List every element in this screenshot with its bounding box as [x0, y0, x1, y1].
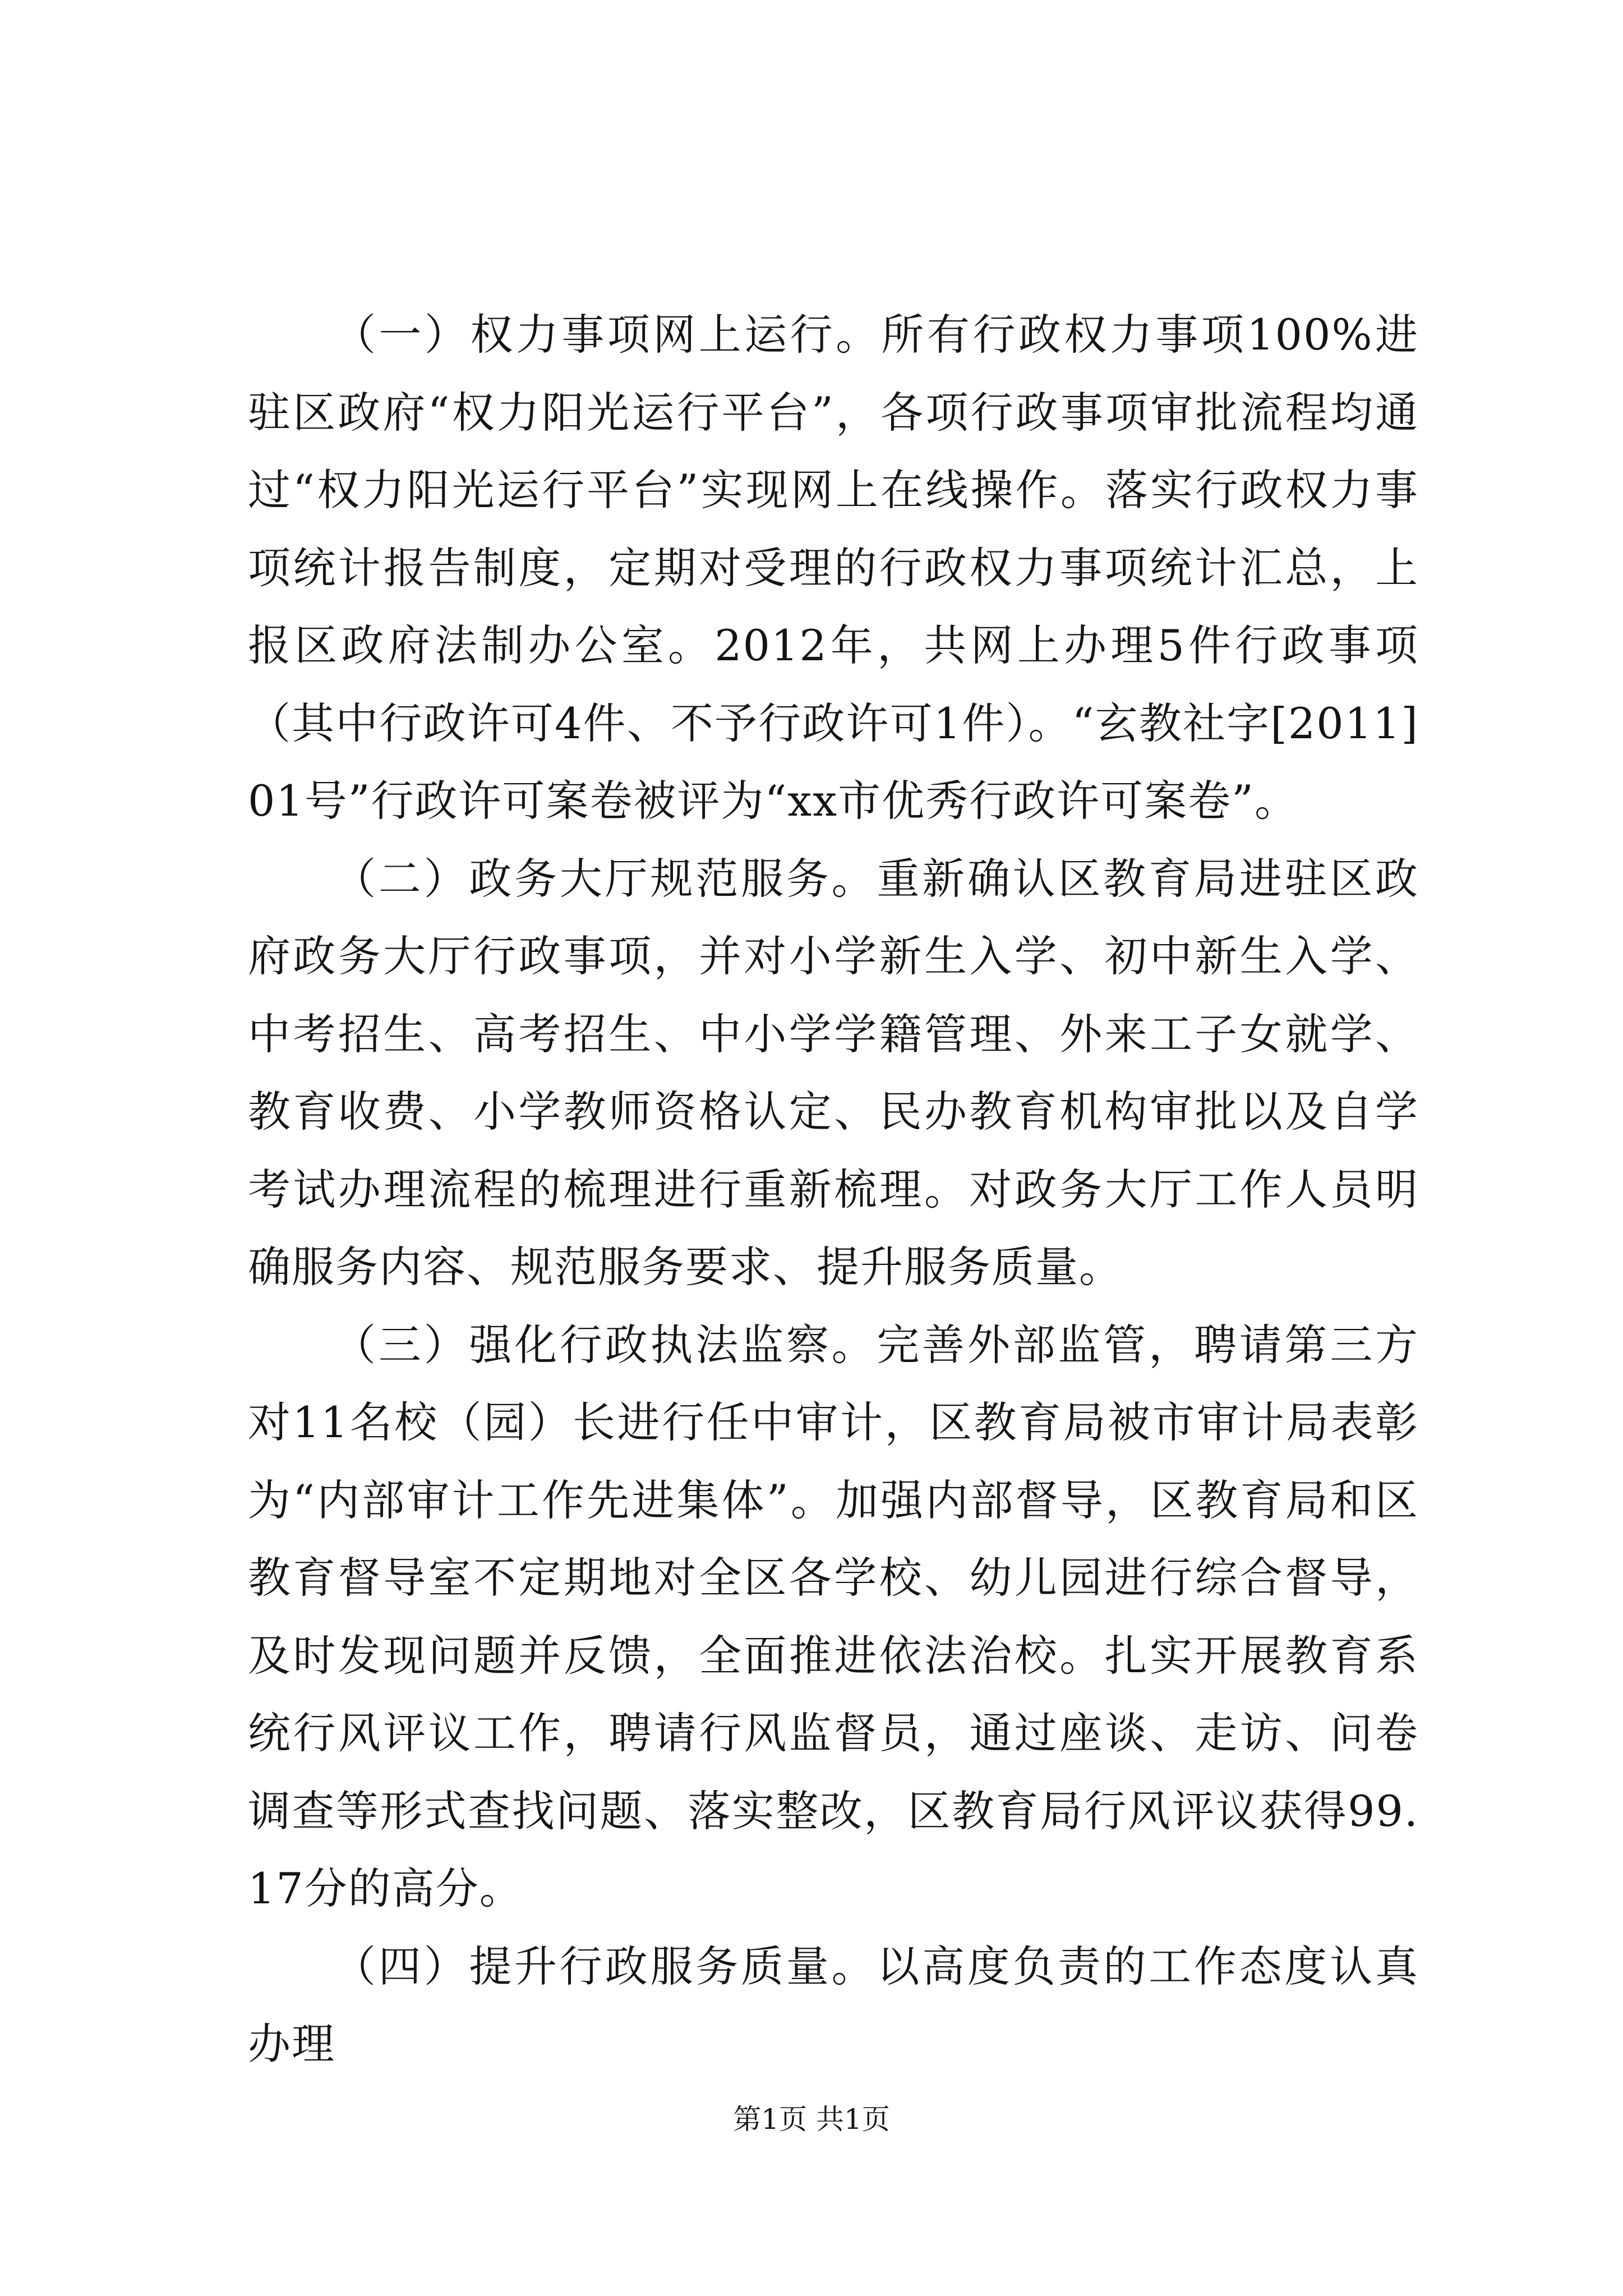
paragraph-3: （三）强化行政执法监察。完善外部监管，聘请第三方对11名校（园）长进行任中审计，区教育局被市审计局表彰为“内部审计工作先进集体”。加强内部督导，区教育局和区教育督导室不定期地对全区各学校、幼儿园进行综合督导，及时发现问题并反馈，全面推进依法治校。扎实开展教育系统行风评议工作，聘请行风监督员，通过座谈、走访、问卷调查等形式查找问题、落实整改，区教育局行风评议获得99.17分的高分。: [248, 1319, 1419, 1913]
paragraph-4: （四）提升行政服务质量。以高度负责的工作态度认真办理: [248, 1941, 1419, 2069]
paragraph-2: （二）政务大厅规范服务。重新确认区教育局进驻区政府政务大厅行政事项，并对小学新生入学、初中新生入学、中考招生、高考招生、中小学学籍管理、外来工子女就学、教育收费、小学教师资格认定、民办教育机构审批以及自学考试办理流程的梳理进行重新梳理。对政务大厅工作人员明确服务内容、规范服务要求、提升服务质量。: [248, 853, 1419, 1292]
paragraph-1: （一）权力事项网上运行。所有行政权力事项100%进驻区政府“权力阳光运行平台”，各项行政事项审批流程均通过“权力阳光运行平台”实现网上在线操作。落实行政权力事项统计报告制度，定期对受理的行政权力事项统计汇总，上报区政府法制办公室。2012年，共网上办理5件行政事项（其中行政许可4件、不予行政许可1件）。“玄教社字[2011]01号”行政许可案卷被评为“xx市优秀行政许可案卷”。: [248, 310, 1419, 826]
page-footer: 第1页 共1页: [733, 2103, 890, 2136]
document-body: [248, 296, 1419, 2083]
